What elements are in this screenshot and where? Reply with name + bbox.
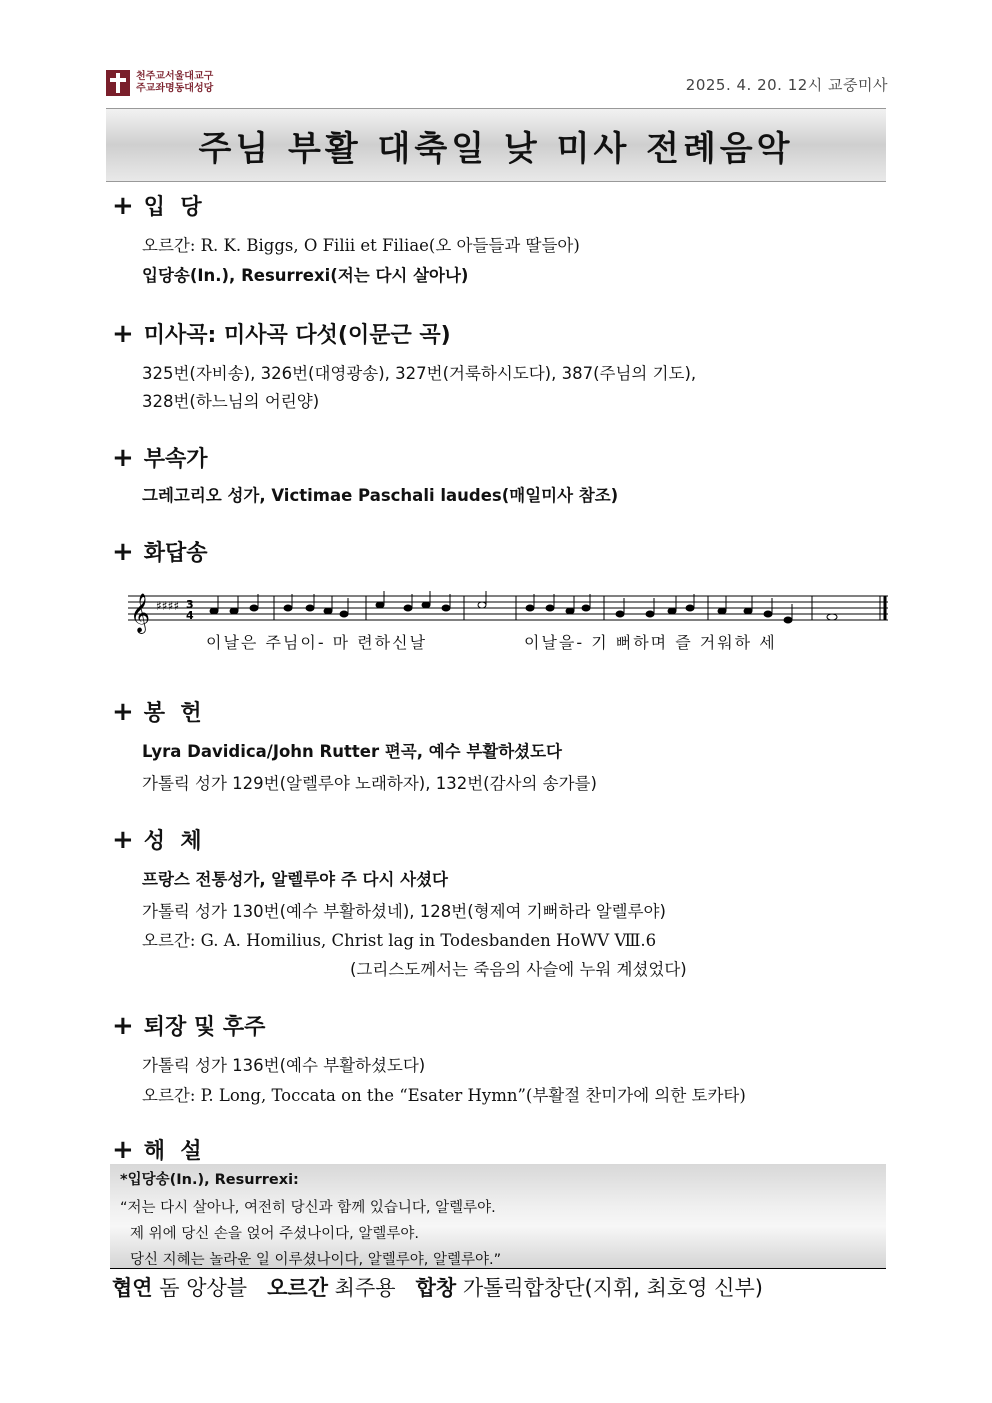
commentary-line-3: 제 위에 당신 손을 얹어 주셨나이다, 알렐루야. — [130, 1226, 419, 1242]
time-signature-bottom: 4 — [186, 609, 194, 622]
section-offertory — [112, 696, 202, 727]
choir-label: 합창 — [415, 1276, 457, 1300]
section-entrance — [112, 190, 202, 221]
section-heading: 봉 헌 — [143, 701, 202, 726]
organ-value: 최주용 — [334, 1276, 396, 1300]
choir-value: 가톨릭합창단(지휘, 최호영 신부) — [462, 1276, 763, 1300]
section-ordinary — [112, 318, 451, 349]
plus-icon: + — [112, 318, 134, 349]
plus-icon: + — [112, 536, 134, 567]
plus-icon: + — [112, 442, 134, 473]
ordinary-line-1: 325번(자비송), 326번(대영광송), 327번(거룩하시도다), 387(주님의 기도), — [142, 364, 697, 383]
psalm-lyrics-2: 이날을- 기 뻐하며 즐 거워하 세 — [524, 633, 777, 652]
page-title: 주님 부활 대축일 낮 미사 전례음악 — [198, 128, 794, 169]
commentary-line-4: 당신 지혜는 놀라운 일 이루셨나이다, 알렐루야, 알렐루야.” — [130, 1252, 502, 1268]
accomp-label: 협연 — [112, 1276, 153, 1300]
organ-label: 오르간 — [267, 1276, 328, 1300]
section-recessional — [112, 1010, 265, 1041]
section-heading: 부속가 — [143, 447, 208, 472]
sequence-line: 그레고리오 성가, Victimae Paschali laudes(매일미사 참조) — [142, 486, 619, 505]
section-heading: 입 당 — [143, 195, 202, 220]
logo-line-2: 주교좌명동대성당 — [136, 83, 214, 94]
plus-icon: + — [112, 190, 134, 221]
section-heading: 화답송 — [143, 541, 208, 566]
treble-clef-icon: 𝄞 — [130, 593, 151, 633]
logo-line-1: 천주교서울대교구 — [136, 71, 214, 82]
section-heading: 해 설 — [143, 1139, 202, 1164]
communion-line-3: 오르간: G. A. Homilius, Christ lag in Todesbanden HoWV Ⅷ.6 — [142, 931, 657, 950]
plus-icon: + — [112, 696, 134, 727]
section-sequence — [112, 442, 208, 473]
entrance-antiphon: 입당송(In.), Resurrexi(저는 다시 살아나) — [142, 266, 469, 285]
psalm-lyrics-1: 이날은 주님이- 마 련하신날 — [206, 633, 428, 652]
communion-line-1: 프랑스 전통성가, 알렐루야 주 다시 사셨다 — [142, 870, 448, 889]
offertory-line-1: Lyra Davidica/John Rutter 편곡, 예수 부활하셨도다 — [142, 742, 562, 761]
section-commentary — [112, 1134, 202, 1165]
title-banner — [106, 108, 886, 182]
commentary-box — [110, 1164, 886, 1269]
key-signature-icon: ♯♯♯♯ — [156, 599, 180, 613]
section-heading: 퇴장 및 후주 — [143, 1015, 266, 1040]
section-communion — [112, 824, 202, 855]
cross-logo-icon — [106, 70, 130, 96]
ordinary-line-2: 328번(하느님의 어린양) — [142, 392, 320, 411]
commentary-line-2: “저는 다시 살아나, 여전히 당신과 함께 있습니다, 알렐루야. — [120, 1200, 496, 1216]
entrance-organ: 오르간: R. K. Biggs, O Filii et Filiae(오 아들들과 딸들아) — [142, 236, 580, 255]
recessional-line-2: 오르간: P. Long, Toccata on the “Esater Hymn”(부활절 찬미가에 의한 토카타) — [142, 1086, 746, 1105]
offertory-line-2: 가톨릭 성가 129번(알렐루야 노래하자), 132번(감사의 송가를) — [142, 774, 597, 793]
section-psalm — [112, 536, 208, 567]
section-heading: 미사곡: 미사곡 다섯(이문근 곡) — [143, 323, 451, 348]
section-heading: 성 체 — [143, 829, 202, 854]
communion-line-2: 가톨릭 성가 130번(예수 부활하셨네), 128번(형제여 기뻐하라 알렐루야) — [142, 902, 666, 921]
accomp-value: 돔 앙상블 — [159, 1276, 248, 1300]
church-logo — [106, 70, 213, 96]
time-signature-top: 3 — [186, 598, 194, 611]
performers-footer — [112, 1272, 763, 1302]
plus-icon: + — [112, 1010, 134, 1041]
plus-icon: + — [112, 1134, 134, 1165]
recessional-line-1: 가톨릭 성가 136번(예수 부활하셨도다) — [142, 1056, 426, 1075]
commentary-line-1: *입당송(In.), Resurrexi: — [120, 1172, 299, 1188]
mass-date: 2025. 4. 20. 12시 교중미사 — [685, 76, 888, 94]
communion-line-4: (그리스도께서는 죽음의 사슬에 누워 계셨었다) — [350, 960, 687, 979]
plus-icon: + — [112, 824, 134, 855]
